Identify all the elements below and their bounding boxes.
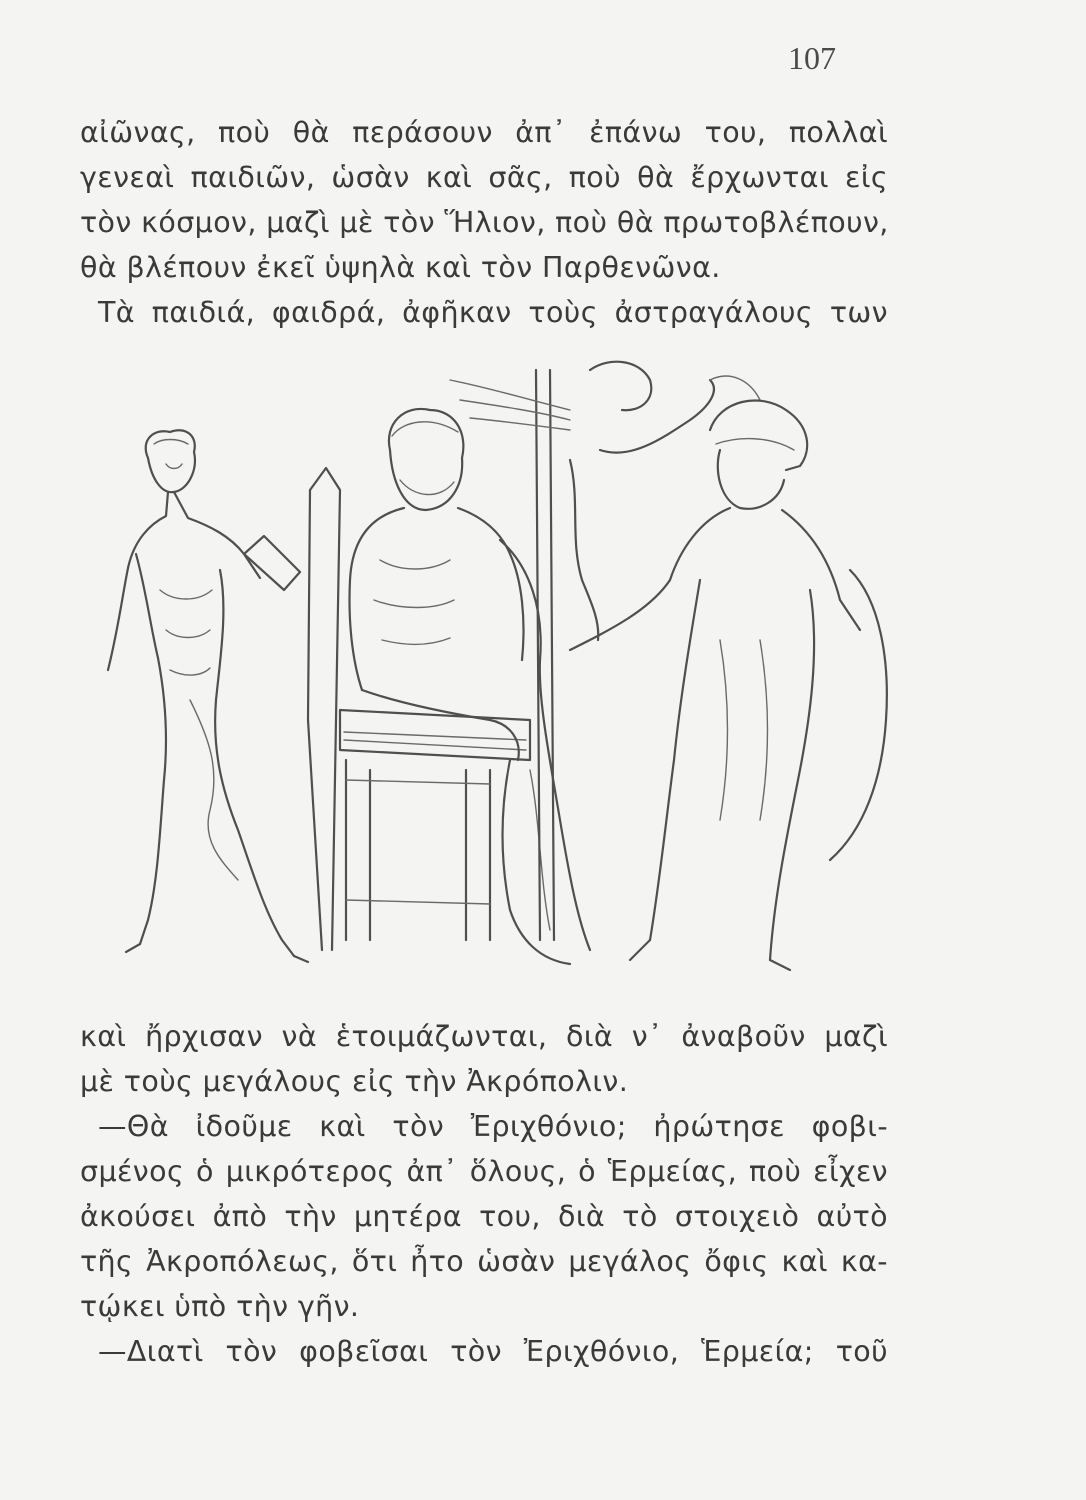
- text-line: —Θὰ ἰδοῦμε καὶ τὸν Ἐριχθόνιο; ἠρώτησε φοβι-: [98, 1110, 888, 1143]
- scepter: [536, 370, 554, 940]
- illustration-drawing: [70, 340, 900, 1000]
- text-line: τὸν κόσμον, μαζὶ μὲ τὸν Ἥλιον, ποὺ θὰ πρωτοβλέπουν,: [80, 206, 889, 239]
- athena-figure: [570, 400, 887, 970]
- text-line: ἀκούσει ἀπὸ τὴν μητέρα του, διὰ τὸ στοιχειὸ αὐτὸ: [80, 1200, 888, 1233]
- nike-figure: [450, 362, 760, 640]
- text-line: Τὰ παιδιά, φαιδρά, ἀφῆκαν τοὺς ἀστραγάλους των: [98, 296, 888, 329]
- text-line: καὶ ἤρχισαν νὰ ἑτοιμάζωνται, διὰ ν᾽ ἀναβοῦν μαζὶ: [80, 1020, 888, 1053]
- text-line: τῴκει ὑπὸ τὴν γῆν.: [80, 1290, 360, 1323]
- paragraph-top: [80, 110, 888, 335]
- text-line: αἰῶνας, ποὺ θὰ περάσουν ἀπ᾽ ἐπάνω του, πολλαὶ: [80, 116, 888, 149]
- text-line: τῆς Ἀκροπόλεως, ὅτι ἦτο ὡσὰν μεγάλος ὄφις καὶ κα-: [80, 1245, 888, 1278]
- illustration: [70, 340, 900, 1000]
- throne: [308, 468, 530, 950]
- text-line: θὰ βλέπουν ἐκεῖ ὑψηλὰ καὶ τὸν Παρθενῶνα.: [80, 251, 721, 284]
- text-line: γενεαὶ παιδιῶν, ὡσὰν καὶ σᾶς, ποὺ θὰ ἔρχωνται εἰς: [80, 161, 888, 194]
- left-figure: [108, 430, 308, 962]
- text-line: σμένος ὁ μικρότερος ἀπ᾽ ὅλους, ὁ Ἑρμείας, ποὺ εἶχεν: [80, 1155, 888, 1188]
- paragraph-bottom: [80, 1014, 888, 1374]
- page-number: 107: [788, 40, 836, 76]
- text-line: —Διατὶ τὸν φοβεῖσαι τὸν Ἐριχθόνιο, Ἑρμεία; τοῦ: [98, 1335, 888, 1368]
- text-line: μὲ τοὺς μεγάλους εἰς τὴν Ἀκρόπολιν.: [80, 1065, 629, 1098]
